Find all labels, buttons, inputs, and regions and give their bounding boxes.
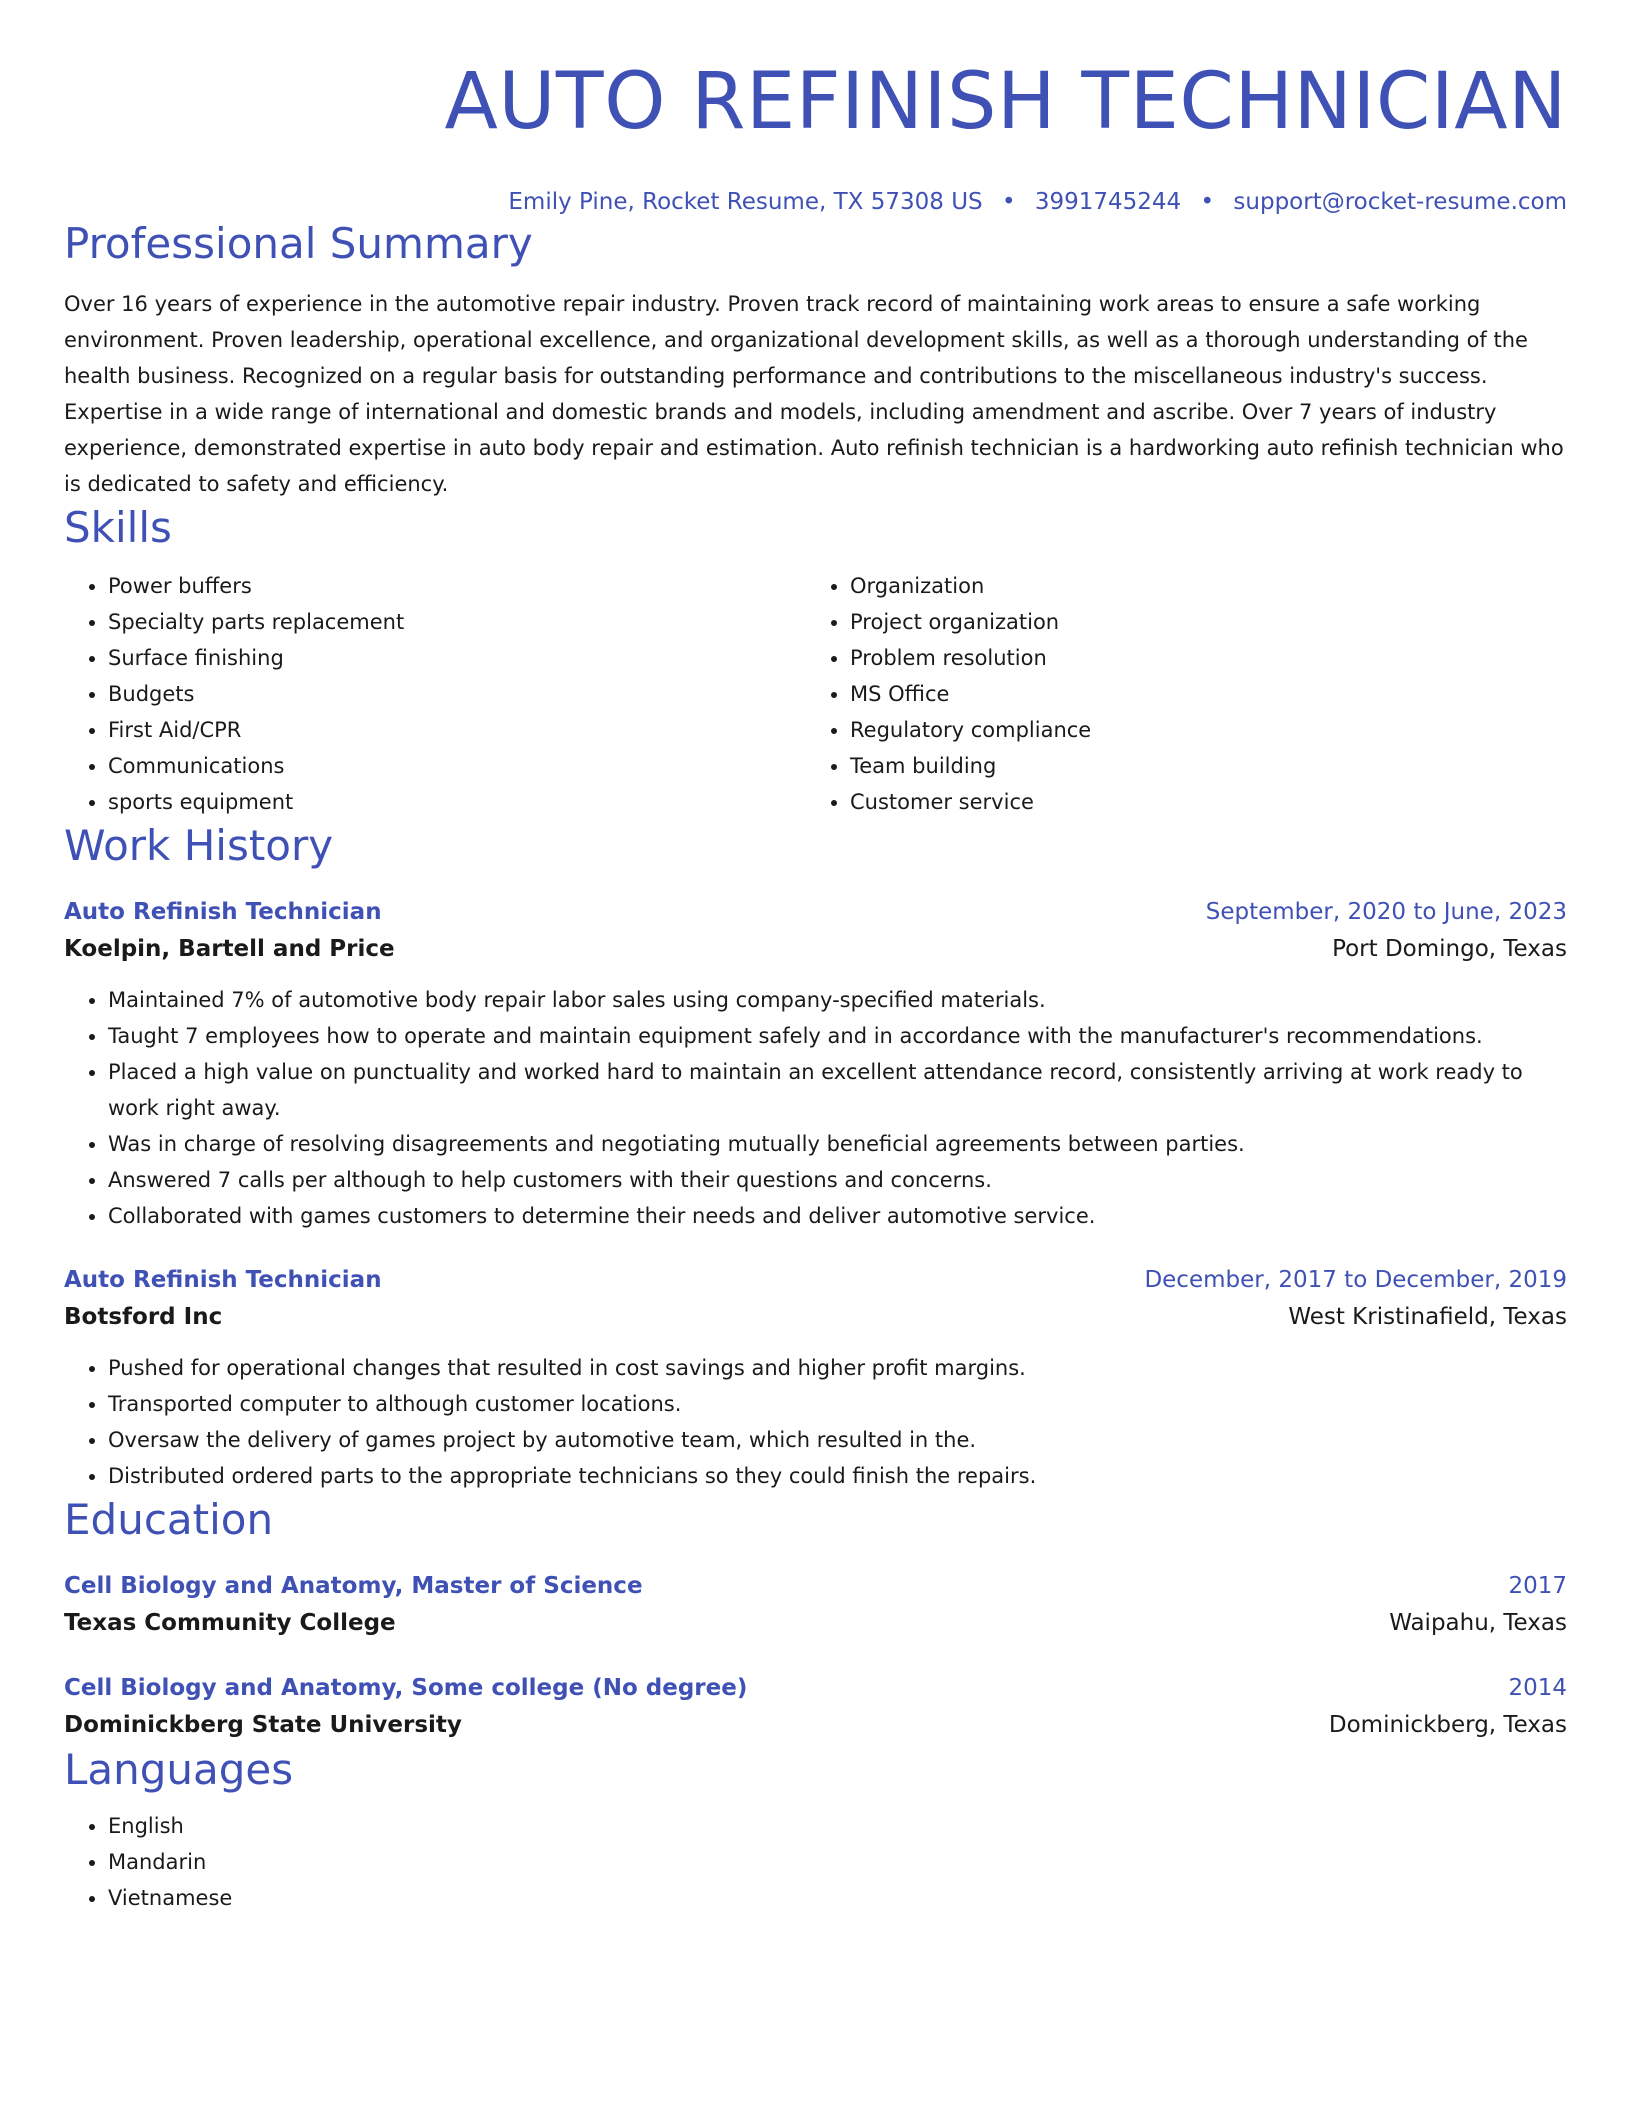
job-dates: December, 2017 to December, 2019 (1144, 1267, 1567, 1293)
skills-column-left (64, 568, 806, 820)
language-item: • Mandarin (108, 1844, 1567, 1880)
job-entry (64, 894, 1567, 1234)
job-bullet: • Pushed for operational changes that resulted in cost savings and higher profit margins. (108, 1350, 1567, 1386)
skill-item: • Project organization (850, 604, 1548, 640)
job-bullets (64, 1350, 1567, 1494)
contact-email: support@rocket-resume.com (1233, 189, 1567, 215)
skill-item: • Specialty parts replacement (108, 604, 806, 640)
job-entry (64, 1262, 1567, 1494)
job-bullet: • Collaborated with games customers to determine their needs and deliver automotive service. (108, 1198, 1567, 1234)
education-location: Waipahu, Texas (1389, 1610, 1567, 1636)
skill-item: • Problem resolution (850, 640, 1548, 676)
job-title: Auto Refinish Technician (64, 899, 382, 925)
education-entry (64, 1670, 1567, 1744)
contact-separator: • (1001, 189, 1016, 215)
job-bullet: • Placed a high value on punctuality and worked hard to maintain an excellent attendance record, consistently arriving at work ready to work right away. (108, 1054, 1567, 1126)
contact-phone: 3991745244 (1034, 189, 1182, 215)
language-item: • English (108, 1808, 1567, 1844)
skill-item: • Team building (850, 748, 1548, 784)
job-location: West Kristinafield, Texas (1288, 1304, 1567, 1330)
summary-text: Over 16 years of experience in the automotive repair industry. Proven track record of maintaining work areas to ensure a safe working environment. Proven leadership, operational excellence, and organizational development skills, as well as a thorough understanding of the health business. Recognized on a regular basis for outstanding performance and contributions to the miscellaneous industry's success. Expertise in a wide range of international and domestic brands and models, including amendment and ascribe. Over 7 years of industry experience, demonstrated expertise in auto body repair and estimation. Auto refinish technician is a hardworking auto refinish technician who is dedicated to safety and efficiency. (64, 292, 1564, 496)
skill-item: • Organization (850, 568, 1548, 604)
education-degree: Cell Biology and Anatomy, Master of Science (64, 1573, 643, 1599)
contact-line (64, 186, 1567, 218)
job-bullet: • Was in charge of resolving disagreements and negotiating mutually beneficial agreements between parties. (108, 1126, 1567, 1162)
resume-title: AUTO REFINISH TECHNICIAN (444, 57, 1567, 147)
job-bullet: • Transported computer to although customer locations. (108, 1386, 1567, 1422)
skill-item: • Customer service (850, 784, 1548, 820)
skills-list (64, 568, 1567, 820)
job-company: Botsford Inc (64, 1304, 223, 1330)
education-school: Dominickberg State University (64, 1712, 462, 1738)
education-year: 2017 (1508, 1573, 1567, 1599)
education-school: Texas Community College (64, 1610, 396, 1636)
skill-item: • First Aid/CPR (108, 712, 806, 748)
job-dates: September, 2020 to June, 2023 (1205, 899, 1567, 925)
contact-address: Emily Pine, Rocket Resume, TX 57308 US (508, 189, 983, 215)
education-location: Dominickberg, Texas (1328, 1712, 1567, 1738)
skills-column-right (806, 568, 1548, 820)
work-history-heading: Work History (64, 821, 334, 870)
job-bullets (64, 982, 1567, 1234)
education-entry (64, 1568, 1567, 1642)
job-bullet: • Taught 7 employees how to operate and maintain equipment safely and in accordance with the manufacturer's recommendations. (108, 1018, 1567, 1054)
job-location: Port Domingo, Texas (1332, 936, 1567, 962)
job-company: Koelpin, Bartell and Price (64, 936, 395, 962)
job-title: Auto Refinish Technician (64, 1267, 382, 1293)
summary-heading: Professional Summary (64, 219, 533, 268)
education-year: 2014 (1508, 1675, 1567, 1701)
language-item: • Vietnamese (108, 1880, 1567, 1916)
education-heading: Education (64, 1495, 274, 1544)
languages-list (64, 1808, 1567, 1916)
job-bullet: • Maintained 7% of automotive body repair labor sales using company-specified materials. (108, 982, 1567, 1018)
education-degree: Cell Biology and Anatomy, Some college (No degree) (64, 1675, 748, 1701)
skill-item: • Communications (108, 748, 806, 784)
job-bullet: • Oversaw the delivery of games project by automotive team, which resulted in the. (108, 1422, 1567, 1458)
skill-item: • Surface finishing (108, 640, 806, 676)
skills-heading: Skills (64, 503, 172, 552)
resume-page (64, 0, 1567, 1916)
contact-separator: • (1200, 189, 1215, 215)
job-bullet: • Answered 7 calls per although to help customers with their questions and concerns. (108, 1162, 1567, 1198)
skill-item: • MS Office (850, 676, 1548, 712)
skill-item: • Power buffers (108, 568, 806, 604)
skill-item: • sports equipment (108, 784, 806, 820)
job-bullet: • Distributed ordered parts to the appropriate technicians so they could finish the repairs. (108, 1458, 1567, 1494)
languages-heading: Languages (64, 1745, 294, 1794)
skill-item: • Regulatory compliance (850, 712, 1548, 748)
skill-item: • Budgets (108, 676, 806, 712)
